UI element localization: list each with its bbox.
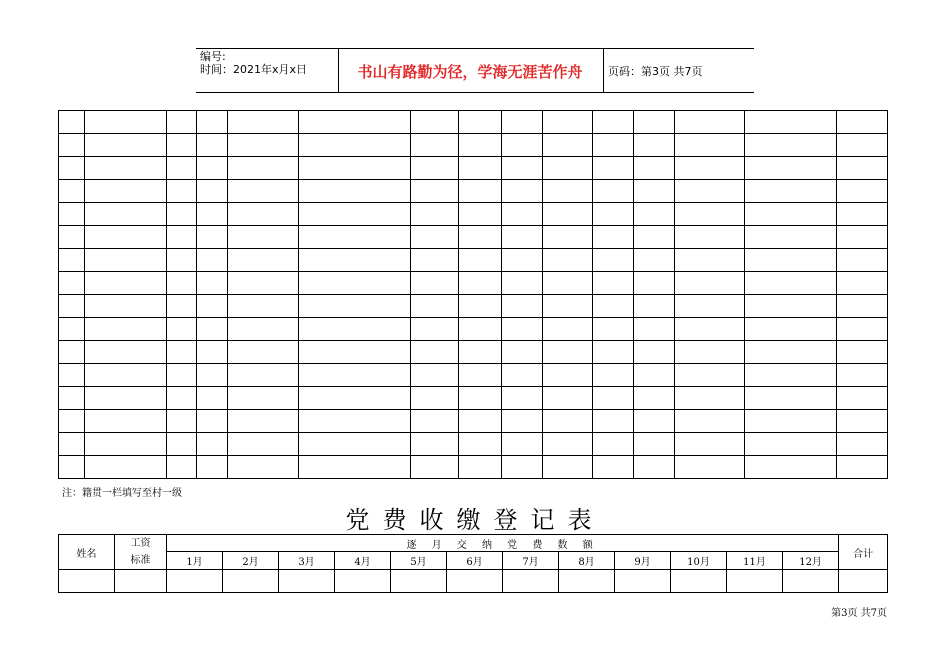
grid-cell[interactable]	[675, 180, 745, 203]
page-footer: 第3页 共7页	[831, 608, 887, 619]
grid-cell[interactable]	[745, 134, 837, 157]
grid-cell[interactable]	[228, 226, 299, 249]
grid-cell[interactable]	[502, 134, 543, 157]
header-page-info: 页码：第3页 共7页	[608, 65, 703, 78]
grid-cell[interactable]	[59, 318, 85, 341]
grid-cell[interactable]	[593, 111, 634, 134]
grid-cell[interactable]	[459, 203, 502, 226]
fee-data-cell[interactable]	[727, 570, 783, 593]
grid-cell[interactable]	[459, 456, 502, 479]
grid-cell[interactable]	[167, 433, 197, 456]
grid-cell[interactable]	[459, 180, 502, 203]
grid-cell[interactable]	[837, 157, 888, 180]
grid-cell[interactable]	[228, 249, 299, 272]
grid-cell[interactable]	[459, 387, 502, 410]
grid-cell[interactable]	[634, 456, 675, 479]
fee-data-cell[interactable]	[223, 570, 279, 593]
fee-data-cell[interactable]	[335, 570, 391, 593]
grid-cell[interactable]	[197, 180, 228, 203]
page-header	[196, 48, 754, 93]
grid-cell[interactable]	[745, 456, 837, 479]
grid-cell[interactable]	[593, 456, 634, 479]
page-title: 党费收缴登记表	[345, 506, 605, 534]
grid-row	[59, 456, 888, 479]
grid-cell[interactable]	[593, 364, 634, 387]
grid-cell[interactable]	[411, 341, 459, 364]
grid-cell[interactable]	[634, 272, 675, 295]
grid-cell[interactable]	[411, 249, 459, 272]
grid-cell[interactable]	[167, 272, 197, 295]
grid-row	[59, 364, 888, 387]
grid-cell[interactable]	[634, 249, 675, 272]
grid-row	[59, 433, 888, 456]
grid-cell[interactable]	[675, 272, 745, 295]
grid-cell[interactable]	[502, 364, 543, 387]
grid-cell[interactable]	[59, 295, 85, 318]
grid-cell[interactable]	[59, 157, 85, 180]
grid-cell[interactable]	[85, 387, 167, 410]
fee-data-cell[interactable]	[279, 570, 335, 593]
grid-cell[interactable]	[299, 295, 411, 318]
grid-cell[interactable]	[197, 157, 228, 180]
grid-cell[interactable]	[85, 295, 167, 318]
header-divider	[603, 49, 604, 92]
grid-cell[interactable]	[837, 180, 888, 203]
grid-cell[interactable]	[634, 387, 675, 410]
grid-cell[interactable]	[59, 272, 85, 295]
grid-cell[interactable]	[85, 272, 167, 295]
grid-cell[interactable]	[85, 249, 167, 272]
grid-cell[interactable]	[543, 318, 593, 341]
grid-cell[interactable]	[197, 410, 228, 433]
grid-cell[interactable]	[85, 341, 167, 364]
grid-cell[interactable]	[167, 203, 197, 226]
party-fee-table	[58, 534, 888, 593]
grid-cell[interactable]	[411, 295, 459, 318]
grid-cell[interactable]	[745, 226, 837, 249]
grid-cell[interactable]	[502, 180, 543, 203]
grid-cell[interactable]	[59, 111, 85, 134]
grid-cell[interactable]	[299, 111, 411, 134]
grid-cell[interactable]	[543, 387, 593, 410]
grid-cell[interactable]	[543, 111, 593, 134]
month-header: 11月	[727, 552, 783, 570]
grid-cell[interactable]	[228, 272, 299, 295]
grid-cell[interactable]	[502, 410, 543, 433]
grid-cell[interactable]	[59, 410, 85, 433]
grid-cell[interactable]	[299, 341, 411, 364]
grid-cell[interactable]	[837, 272, 888, 295]
grid-cell[interactable]	[167, 318, 197, 341]
grid-cell[interactable]	[593, 134, 634, 157]
grid-cell[interactable]	[837, 341, 888, 364]
month-header: 1月	[167, 552, 223, 570]
grid-cell[interactable]	[502, 272, 543, 295]
name-header: 姓名	[59, 535, 115, 570]
grid-cell[interactable]	[502, 203, 543, 226]
grid-cell[interactable]	[837, 433, 888, 456]
grid-cell[interactable]	[502, 456, 543, 479]
grid-cell[interactable]	[85, 157, 167, 180]
grid-cell[interactable]	[543, 410, 593, 433]
grid-cell[interactable]	[197, 203, 228, 226]
month-header: 10月	[671, 552, 727, 570]
grid-cell[interactable]	[593, 226, 634, 249]
grid-cell[interactable]	[502, 341, 543, 364]
grid-cell[interactable]	[167, 295, 197, 318]
grid-cell[interactable]	[543, 295, 593, 318]
grid-cell[interactable]	[228, 134, 299, 157]
grid-cell[interactable]	[228, 410, 299, 433]
grid-cell[interactable]	[59, 249, 85, 272]
grid-cell[interactable]	[197, 249, 228, 272]
grid-cell[interactable]	[228, 295, 299, 318]
grid-cell[interactable]	[411, 157, 459, 180]
grid-cell[interactable]	[745, 295, 837, 318]
number-label: 编号:	[200, 50, 226, 63]
wage-standard-header: 工资 标准	[115, 535, 167, 570]
grid-cell[interactable]	[299, 134, 411, 157]
grid-cell[interactable]	[745, 364, 837, 387]
grid-cell[interactable]	[228, 180, 299, 203]
grid-cell[interactable]	[167, 249, 197, 272]
grid-cell[interactable]	[634, 318, 675, 341]
grid-cell[interactable]	[459, 272, 502, 295]
grid-cell[interactable]	[59, 387, 85, 410]
grid-cell[interactable]	[837, 387, 888, 410]
grid-cell[interactable]	[85, 134, 167, 157]
fee-data-cell[interactable]	[59, 570, 115, 593]
fee-data-cell[interactable]	[115, 570, 167, 593]
grid-cell[interactable]	[745, 111, 837, 134]
grid-cell[interactable]	[543, 456, 593, 479]
blank-grid-table	[58, 110, 888, 479]
grid-cell[interactable]	[675, 134, 745, 157]
grid-cell[interactable]	[745, 272, 837, 295]
grid-cell[interactable]	[634, 433, 675, 456]
grid-cell[interactable]	[675, 295, 745, 318]
grid-cell[interactable]	[837, 111, 888, 134]
grid-cell[interactable]	[167, 341, 197, 364]
grid-cell[interactable]	[502, 318, 543, 341]
grid-cell[interactable]	[675, 341, 745, 364]
grid-cell[interactable]	[59, 433, 85, 456]
header-motto: 书山有路勤为径，学海无涯苦作舟	[357, 63, 583, 81]
grid-cell[interactable]	[228, 341, 299, 364]
month-header: 5月	[391, 552, 447, 570]
grid-cell[interactable]	[837, 134, 888, 157]
grid-cell[interactable]	[459, 157, 502, 180]
grid-cell[interactable]	[85, 111, 167, 134]
grid-cell[interactable]	[59, 203, 85, 226]
grid-cell[interactable]	[299, 180, 411, 203]
grid-cell[interactable]	[675, 456, 745, 479]
month-header: 8月	[559, 552, 615, 570]
grid-cell[interactable]	[543, 157, 593, 180]
grid-cell[interactable]	[411, 180, 459, 203]
month-header: 12月	[783, 552, 839, 570]
month-header: 6月	[447, 552, 503, 570]
grid-cell[interactable]	[593, 410, 634, 433]
grid-cell[interactable]	[299, 318, 411, 341]
grid-cell[interactable]	[411, 456, 459, 479]
grid-cell[interactable]	[167, 111, 197, 134]
grid-row	[59, 387, 888, 410]
grid-cell[interactable]	[411, 433, 459, 456]
grid-cell[interactable]	[675, 410, 745, 433]
grid-cell[interactable]	[837, 249, 888, 272]
grid-cell[interactable]	[411, 272, 459, 295]
grid-cell[interactable]	[228, 456, 299, 479]
fee-data-cell[interactable]	[503, 570, 559, 593]
grid-cell[interactable]	[502, 249, 543, 272]
grid-cell[interactable]	[634, 364, 675, 387]
grid-cell[interactable]	[634, 410, 675, 433]
grid-cell[interactable]	[411, 134, 459, 157]
grid-cell[interactable]	[675, 387, 745, 410]
grid-cell[interactable]	[593, 433, 634, 456]
grid-cell[interactable]	[593, 249, 634, 272]
grid-cell[interactable]	[59, 456, 85, 479]
grid-cell[interactable]	[634, 111, 675, 134]
grid-cell[interactable]	[675, 157, 745, 180]
grid-cell[interactable]	[228, 318, 299, 341]
grid-cell[interactable]	[634, 157, 675, 180]
grid-cell[interactable]	[745, 249, 837, 272]
grid-cell[interactable]	[167, 134, 197, 157]
grid-cell[interactable]	[634, 341, 675, 364]
grid-cell[interactable]	[299, 226, 411, 249]
grid-cell[interactable]	[543, 433, 593, 456]
grid-cell[interactable]	[837, 226, 888, 249]
grid-cell[interactable]	[197, 364, 228, 387]
grid-cell[interactable]	[228, 111, 299, 134]
grid-cell[interactable]	[299, 364, 411, 387]
grid-cell[interactable]	[837, 364, 888, 387]
grid-cell[interactable]	[543, 226, 593, 249]
grid-cell[interactable]	[837, 456, 888, 479]
grid-cell[interactable]	[197, 456, 228, 479]
grid-row	[59, 295, 888, 318]
grid-cell[interactable]	[837, 295, 888, 318]
grid-row	[59, 111, 888, 134]
grid-cell[interactable]	[675, 226, 745, 249]
grid-cell[interactable]	[167, 364, 197, 387]
grid-cell[interactable]	[85, 203, 167, 226]
grid-cell[interactable]	[459, 134, 502, 157]
grid-cell[interactable]	[502, 387, 543, 410]
grid-cell[interactable]	[299, 203, 411, 226]
grid-cell[interactable]	[502, 226, 543, 249]
grid-cell[interactable]	[675, 318, 745, 341]
grid-row	[59, 180, 888, 203]
grid-cell[interactable]	[85, 318, 167, 341]
grid-cell[interactable]	[85, 410, 167, 433]
grid-cell[interactable]	[167, 157, 197, 180]
fee-data-cell[interactable]	[671, 570, 727, 593]
header-meta	[200, 50, 336, 76]
grid-cell[interactable]	[543, 272, 593, 295]
grid-cell[interactable]	[459, 364, 502, 387]
fee-data-cell[interactable]	[783, 570, 839, 593]
fee-data-cell[interactable]	[839, 570, 888, 593]
grid-cell[interactable]	[745, 180, 837, 203]
grid-cell[interactable]	[502, 295, 543, 318]
grid-cell[interactable]	[593, 387, 634, 410]
grid-cell[interactable]	[411, 111, 459, 134]
grid-cell[interactable]	[228, 433, 299, 456]
grid-cell[interactable]	[411, 318, 459, 341]
grid-row	[59, 134, 888, 157]
grid-cell[interactable]	[197, 226, 228, 249]
grid-cell[interactable]	[459, 111, 502, 134]
grid-cell[interactable]	[85, 364, 167, 387]
grid-cell[interactable]	[459, 295, 502, 318]
grid-cell[interactable]	[167, 226, 197, 249]
grid-cell[interactable]	[197, 318, 228, 341]
month-header: 2月	[223, 552, 279, 570]
grid-cell[interactable]	[593, 157, 634, 180]
grid-cell[interactable]	[675, 111, 745, 134]
grid-cell[interactable]	[299, 433, 411, 456]
grid-row	[59, 272, 888, 295]
grid-cell[interactable]	[299, 272, 411, 295]
grid-cell[interactable]	[459, 341, 502, 364]
grid-cell[interactable]	[745, 341, 837, 364]
grid-row	[59, 341, 888, 364]
grid-cell[interactable]	[502, 157, 543, 180]
grid-row	[59, 410, 888, 433]
grid-cell[interactable]	[593, 295, 634, 318]
grid-cell[interactable]	[745, 318, 837, 341]
grid-cell[interactable]	[59, 180, 85, 203]
grid-cell[interactable]	[167, 410, 197, 433]
grid-cell[interactable]	[543, 341, 593, 364]
grid-cell[interactable]	[85, 456, 167, 479]
grid-cell[interactable]	[299, 456, 411, 479]
grid-cell[interactable]	[543, 203, 593, 226]
grid-cell[interactable]	[167, 180, 197, 203]
grid-cell[interactable]	[411, 387, 459, 410]
grid-cell[interactable]	[411, 410, 459, 433]
grid-cell[interactable]	[593, 341, 634, 364]
grid-cell[interactable]	[299, 249, 411, 272]
grid-cell[interactable]	[745, 157, 837, 180]
grid-cell[interactable]	[228, 157, 299, 180]
grid-cell[interactable]	[59, 134, 85, 157]
time-label: 时间：2021年x月x日	[200, 63, 308, 76]
grid-cell[interactable]	[745, 410, 837, 433]
grid-row	[59, 318, 888, 341]
grid-cell[interactable]	[85, 180, 167, 203]
grid-cell[interactable]	[411, 226, 459, 249]
grid-cell[interactable]	[197, 387, 228, 410]
grid-cell[interactable]	[675, 249, 745, 272]
grid-cell[interactable]	[459, 433, 502, 456]
grid-cell[interactable]	[228, 364, 299, 387]
grid-cell[interactable]	[837, 318, 888, 341]
grid-row	[59, 249, 888, 272]
fee-data-cell[interactable]	[447, 570, 503, 593]
grid-cell[interactable]	[543, 180, 593, 203]
grid-cell[interactable]	[85, 226, 167, 249]
grid-cell[interactable]	[543, 364, 593, 387]
fee-data-cell[interactable]	[167, 570, 223, 593]
grid-cell[interactable]	[228, 387, 299, 410]
month-header: 7月	[503, 552, 559, 570]
grid-cell[interactable]	[459, 318, 502, 341]
total-header: 合计	[839, 535, 888, 570]
grid-cell[interactable]	[197, 341, 228, 364]
grid-cell[interactable]	[197, 134, 228, 157]
grid-cell[interactable]	[502, 433, 543, 456]
grid-cell[interactable]	[543, 134, 593, 157]
grid-cell[interactable]	[167, 387, 197, 410]
grid-cell[interactable]	[459, 226, 502, 249]
grid-cell[interactable]	[59, 226, 85, 249]
footnote: 注：籍贯一栏填写至村一级	[62, 488, 182, 499]
grid-cell[interactable]	[197, 295, 228, 318]
grid-cell[interactable]	[299, 157, 411, 180]
grid-cell[interactable]	[634, 134, 675, 157]
fee-data-cell[interactable]	[615, 570, 671, 593]
grid-cell[interactable]	[675, 433, 745, 456]
grid-row	[59, 157, 888, 180]
grid-cell[interactable]	[85, 433, 167, 456]
grid-cell[interactable]	[59, 364, 85, 387]
grid-cell[interactable]	[745, 203, 837, 226]
grid-cell[interactable]	[745, 433, 837, 456]
grid-cell[interactable]	[197, 272, 228, 295]
grid-cell[interactable]	[411, 364, 459, 387]
grid-cell[interactable]	[593, 318, 634, 341]
grid-cell[interactable]	[837, 203, 888, 226]
grid-cell[interactable]	[59, 341, 85, 364]
grid-cell[interactable]	[675, 364, 745, 387]
grid-cell[interactable]	[745, 387, 837, 410]
grid-cell[interactable]	[543, 249, 593, 272]
grid-cell[interactable]	[197, 433, 228, 456]
grid-cell[interactable]	[228, 203, 299, 226]
fee-data-cell[interactable]	[559, 570, 615, 593]
grid-cell[interactable]	[459, 249, 502, 272]
grid-cell[interactable]	[167, 456, 197, 479]
grid-cell[interactable]	[299, 387, 411, 410]
grid-cell[interactable]	[634, 203, 675, 226]
grid-cell[interactable]	[299, 410, 411, 433]
fee-data-cell[interactable]	[391, 570, 447, 593]
grid-cell[interactable]	[634, 295, 675, 318]
grid-cell[interactable]	[675, 203, 745, 226]
grid-cell[interactable]	[197, 111, 228, 134]
grid-cell[interactable]	[593, 203, 634, 226]
month-header: 3月	[279, 552, 335, 570]
month-header: 9月	[615, 552, 671, 570]
grid-cell[interactable]	[593, 180, 634, 203]
grid-cell[interactable]	[634, 180, 675, 203]
grid-cell[interactable]	[634, 226, 675, 249]
month-header: 4月	[335, 552, 391, 570]
monthly-fee-header: 逐 月 交 纳 党 费 数 额	[167, 535, 839, 552]
grid-row	[59, 226, 888, 249]
grid-cell[interactable]	[502, 111, 543, 134]
grid-cell[interactable]	[459, 410, 502, 433]
grid-cell[interactable]	[593, 272, 634, 295]
grid-row	[59, 203, 888, 226]
grid-cell[interactable]	[411, 203, 459, 226]
grid-cell[interactable]	[837, 410, 888, 433]
